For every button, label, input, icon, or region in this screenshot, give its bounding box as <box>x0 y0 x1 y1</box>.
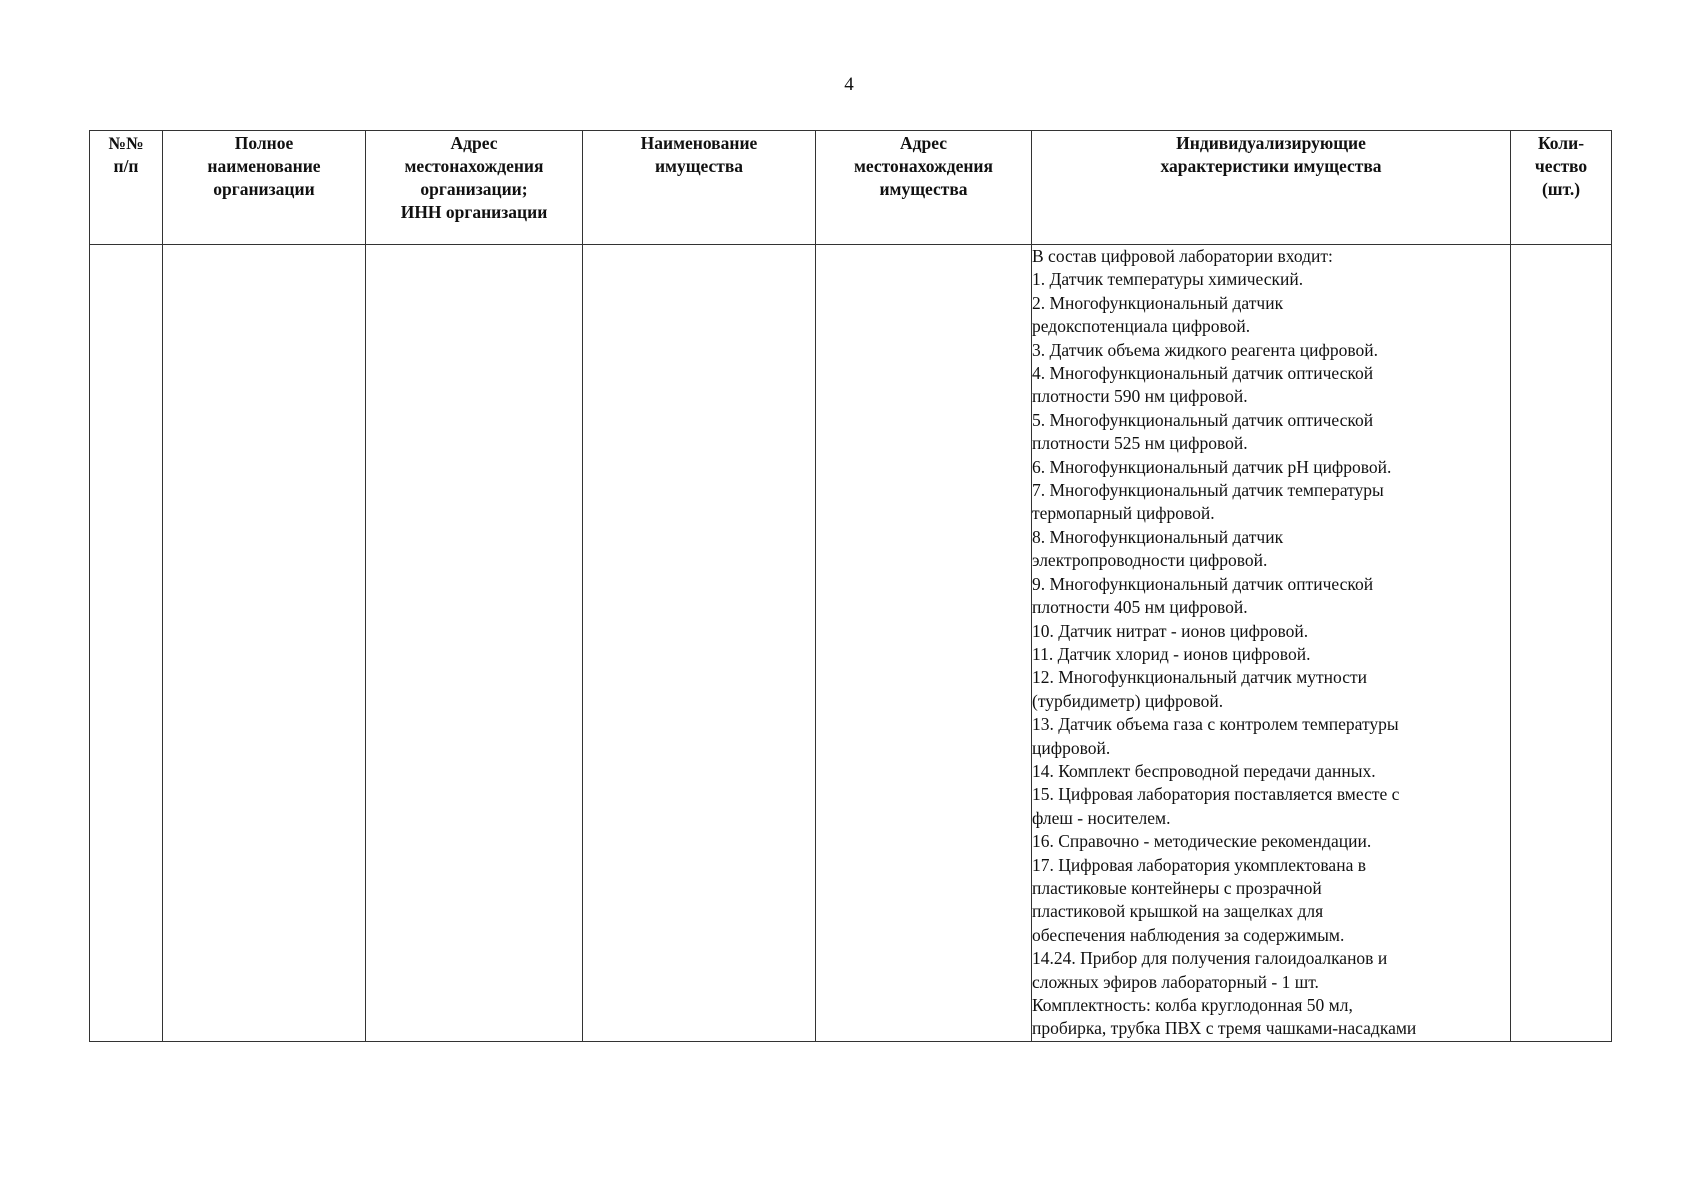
header-property-address: Адрес местонахождения имущества <box>816 131 1032 245</box>
characteristic-line: 12. Многофункциональный датчик мутности <box>1032 667 1367 688</box>
characteristic-line: обеспечения наблюдения за содержимым. <box>1032 924 1345 945</box>
characteristic-line: пробирка, трубка ПВХ с тремя чашками-насадками <box>1032 1018 1417 1039</box>
characteristic-line: 9. Многофункциональный датчик оптической <box>1032 573 1374 594</box>
table-row <box>90 245 1612 1042</box>
header-org-address: Адрес местонахождения организации; ИНН организации <box>366 131 583 245</box>
cell-number <box>90 245 163 1042</box>
characteristic-line: электропроводности цифровой. <box>1032 550 1268 571</box>
cell-org-address <box>366 245 583 1042</box>
characteristic-line: пластиковой крышкой на защелках для <box>1032 901 1324 922</box>
characteristic-line: термопарный цифровой. <box>1032 503 1215 524</box>
characteristic-line: (турбидиметр) цифровой. <box>1032 690 1224 711</box>
table-header-row <box>90 131 1612 245</box>
characteristic-line: флеш - носителем. <box>1032 807 1171 828</box>
property-table <box>89 130 1612 1042</box>
characteristic-line: 2. Многофункциональный датчик <box>1032 292 1284 313</box>
characteristic-line: 10. Датчик нитрат - ионов цифровой. <box>1032 620 1309 641</box>
cell-org-name <box>163 245 366 1042</box>
characteristic-line: 1. Датчик температуры химический. <box>1032 269 1304 290</box>
characteristic-line: плотности 525 нм цифровой. <box>1032 433 1248 454</box>
characteristic-line: 4. Многофункциональный датчик оптической <box>1032 363 1374 384</box>
cell-quantity <box>1511 245 1612 1042</box>
characteristic-line: 7. Многофункциональный датчик температуры <box>1032 480 1384 501</box>
characteristic-line: 5. Многофункциональный датчик оптической <box>1032 409 1374 430</box>
page-number: 4 <box>844 74 854 95</box>
characteristic-line: редокспотенциала цифровой. <box>1032 316 1251 337</box>
characteristic-line: 15. Цифровая лаборатория поставляется вместе с <box>1032 784 1400 805</box>
header-property-name: Наименование имущества <box>583 131 816 245</box>
characteristic-line: 14. Комплект беспроводной передачи данных. <box>1032 760 1376 781</box>
header-number: №№ п/п <box>90 131 163 245</box>
characteristic-line: 14.24. Прибор для получения галоидоалканов и <box>1032 948 1388 969</box>
characteristic-line: 6. Многофункциональный датчик pH цифровой. <box>1032 456 1392 477</box>
characteristic-line: Комплектность: колба круглодонная 50 мл, <box>1032 995 1353 1015</box>
characteristic-line: 16. Справочно - методические рекомендации. <box>1032 831 1372 852</box>
header-characteristics: Индивидуализирующие характеристики имущества <box>1032 131 1511 245</box>
characteristic-line: 13. Датчик объема газа с контролем температуры <box>1032 714 1399 735</box>
characteristic-line: цифровой. <box>1032 737 1111 758</box>
characteristic-line: плотности 405 нм цифровой. <box>1032 597 1248 618</box>
header-org-name: Полное наименование организации <box>163 131 366 245</box>
characteristic-line: 11. Датчик хлорид - ионов цифровой. <box>1032 643 1311 664</box>
characteristic-line: 17. Цифровая лаборатория укомплектована в <box>1032 854 1366 875</box>
characteristic-line: 8. Многофункциональный датчик <box>1032 526 1284 547</box>
characteristic-line: сложных эфиров лабораторный - 1 шт. <box>1032 971 1319 992</box>
characteristic-line: плотности 590 нм цифровой. <box>1032 386 1248 407</box>
characteristic-line: В состав цифровой лаборатории входит: <box>1032 246 1333 266</box>
header-quantity: Коли- чество (шт.) <box>1511 131 1612 245</box>
cell-property-name <box>583 245 816 1042</box>
characteristic-line: пластиковые контейнеры с прозрачной <box>1032 877 1322 898</box>
cell-characteristics <box>1032 245 1511 1042</box>
cell-property-address <box>816 245 1032 1042</box>
characteristic-line: 3. Датчик объема жидкого реагента цифровой. <box>1032 339 1378 360</box>
